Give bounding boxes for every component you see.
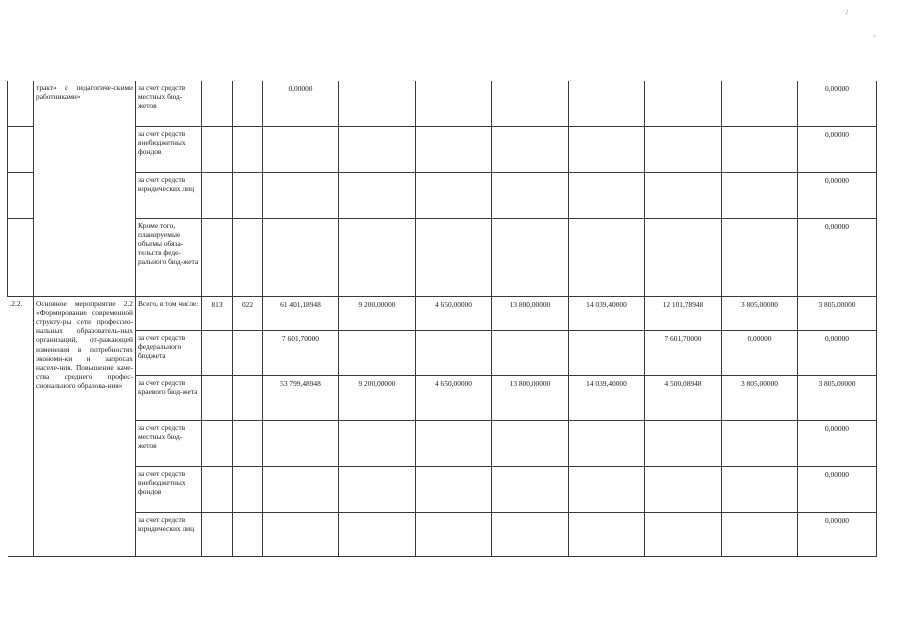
year-cell: 7 601,70000 [645,330,722,375]
year-cell [645,126,722,172]
row-index-cell [8,296,34,556]
year-cell [645,420,722,466]
funding-source-text: за счет средств юридических лиц [138,174,195,193]
year-cell [492,218,569,296]
year-cell [569,126,645,172]
funding-source-text: Всего, в том числе: [138,298,199,308]
row-index-cell [8,172,34,218]
table-row [8,512,877,556]
year-cell [339,466,416,512]
table-row [8,172,877,218]
year-cell [339,512,416,556]
year-cell: 3 805,00000 [722,296,798,330]
funding-source-cell [136,126,202,172]
rz-cell [233,330,263,375]
budget-table [7,81,877,557]
year-cell [645,172,722,218]
table-row [8,375,877,420]
funding-source-text: за счет средств местных бюд-жетов [138,83,186,111]
funding-source-cell [136,172,202,218]
grbs-cell [202,218,233,296]
funding-source-text: за счет средств юридических лиц [138,514,195,533]
year-cell [416,512,492,556]
total-cell: 0,00000 [263,81,339,126]
year-cell [416,81,492,126]
grbs-cell [202,466,233,512]
grbs-cell [202,81,233,126]
funding-source-text: за счет средств краевого бюд-жета [138,377,198,396]
year-cell [416,218,492,296]
row-index-cell [8,126,34,172]
total-cell: 7 601,70000 [263,330,339,375]
scan-mark-1: / [846,8,849,17]
year-cell [645,512,722,556]
year-cell [569,172,645,218]
funding-source-cell [136,218,202,296]
year-cell: 14 039,40000 [569,296,645,330]
total-cell [263,466,339,512]
funding-source-text: за счет средств федерального бюджета [138,332,186,360]
year-cell: 4 500,08948 [645,375,722,420]
year-cell: 0,00000 [722,330,798,375]
year-cell [492,172,569,218]
year-cell [645,81,722,126]
rz-cell [233,512,263,556]
year-cell [722,172,798,218]
grbs-cell: 813 [202,296,233,330]
year-cell: 3 805,00000 [722,375,798,420]
year-cell [492,330,569,375]
year-cell [416,420,492,466]
year-cell [569,81,645,126]
year-cell [339,81,416,126]
year-cell: 4 650,00000 [416,375,492,420]
funding-source-cell [136,375,202,420]
grbs-cell [202,330,233,375]
row-index-cell [8,218,34,296]
funding-source-text: за счет средств местных бюд-жетов [138,422,186,450]
table-row [8,126,877,172]
year-cell [722,81,798,126]
rz-cell [233,172,263,218]
year-cell: 0,00000 [798,81,877,126]
total-cell [263,172,339,218]
year-cell [339,172,416,218]
table-row [8,330,877,375]
total-cell: 53 799,48948 [263,375,339,420]
rz-cell [233,466,263,512]
funding-source-text: за счет средств внебюджетных фондов [138,128,186,156]
total-cell: 61 401,18948 [263,296,339,330]
year-cell: 3 805,00000 [798,375,877,420]
total-cell [263,126,339,172]
activity-text: тракт» с педагогиче-скими работниками» [36,83,133,102]
total-cell [263,512,339,556]
year-cell [492,512,569,556]
grbs-cell [202,512,233,556]
year-cell [569,512,645,556]
rz-cell: 022 [233,296,263,330]
activity-cell [34,81,136,296]
year-cell: 0,00000 [798,512,877,556]
grbs-cell [202,126,233,172]
year-cell [339,126,416,172]
funding-source-cell [136,466,202,512]
funding-source-cell [136,420,202,466]
year-cell: 13 800,00000 [492,296,569,330]
year-cell [416,330,492,375]
year-cell [722,126,798,172]
year-cell [569,466,645,512]
rz-cell [233,81,263,126]
row-index-cell [8,81,34,126]
year-cell: 9 200,00000 [339,296,416,330]
grbs-cell [202,420,233,466]
year-cell [569,218,645,296]
total-cell [263,420,339,466]
table-row [8,218,877,296]
year-cell: 0,00000 [798,218,877,296]
year-cell [492,81,569,126]
rz-cell [233,420,263,466]
year-cell: 0,00000 [798,466,877,512]
year-cell [492,466,569,512]
funding-source-cell [136,81,202,126]
activity-cell [34,296,136,556]
row-index-text: .2.2. [9,298,23,308]
year-cell [722,420,798,466]
year-cell [722,218,798,296]
year-cell [492,420,569,466]
year-cell: 14 039,40000 [569,375,645,420]
year-cell [416,466,492,512]
year-cell [722,466,798,512]
year-cell: 0,00000 [798,330,877,375]
year-cell: 0,00000 [798,420,877,466]
year-cell [645,466,722,512]
table-row [8,81,877,126]
funding-source-cell [136,296,202,330]
funding-source-cell [136,330,202,375]
year-cell [339,218,416,296]
table-row [8,466,877,512]
rz-cell [233,218,263,296]
year-cell [416,172,492,218]
rz-cell [233,375,263,420]
funding-source-text: за счет средств внебюджетных фондов [138,468,186,496]
grbs-cell [202,375,233,420]
table-row [8,296,877,330]
year-cell: 4 650,00000 [416,296,492,330]
year-cell [492,126,569,172]
table-row [8,420,877,466]
year-cell [569,420,645,466]
activity-text: Основное мероприятие 2.2 «Формирование современной структу-ры сети профессио-нальных образователь-ных организаций, от-ражающей изменения в потребностях экономи-ки и запросах населе-ния. Повышение каче-ства среднего профес-сионального образова-ния» [36,298,133,391]
year-cell: 0,00000 [798,126,877,172]
year-cell: 12 101,78948 [645,296,722,330]
year-cell: 0,00000 [798,172,877,218]
year-cell: 9 200,00000 [339,375,416,420]
year-cell [645,218,722,296]
year-cell [569,330,645,375]
year-cell [339,420,416,466]
year-cell [416,126,492,172]
scan-mark-2: ' [874,34,876,43]
funding-source-cell [136,512,202,556]
year-cell [722,512,798,556]
total-cell [263,218,339,296]
grbs-cell [202,172,233,218]
year-cell [339,330,416,375]
year-cell: 3 805,00000 [798,296,877,330]
funding-source-text: Кроме того, планируемые объемы обяза-тельств феде-рального бюд-жета [138,220,199,267]
year-cell: 13 800,00000 [492,375,569,420]
rz-cell [233,126,263,172]
